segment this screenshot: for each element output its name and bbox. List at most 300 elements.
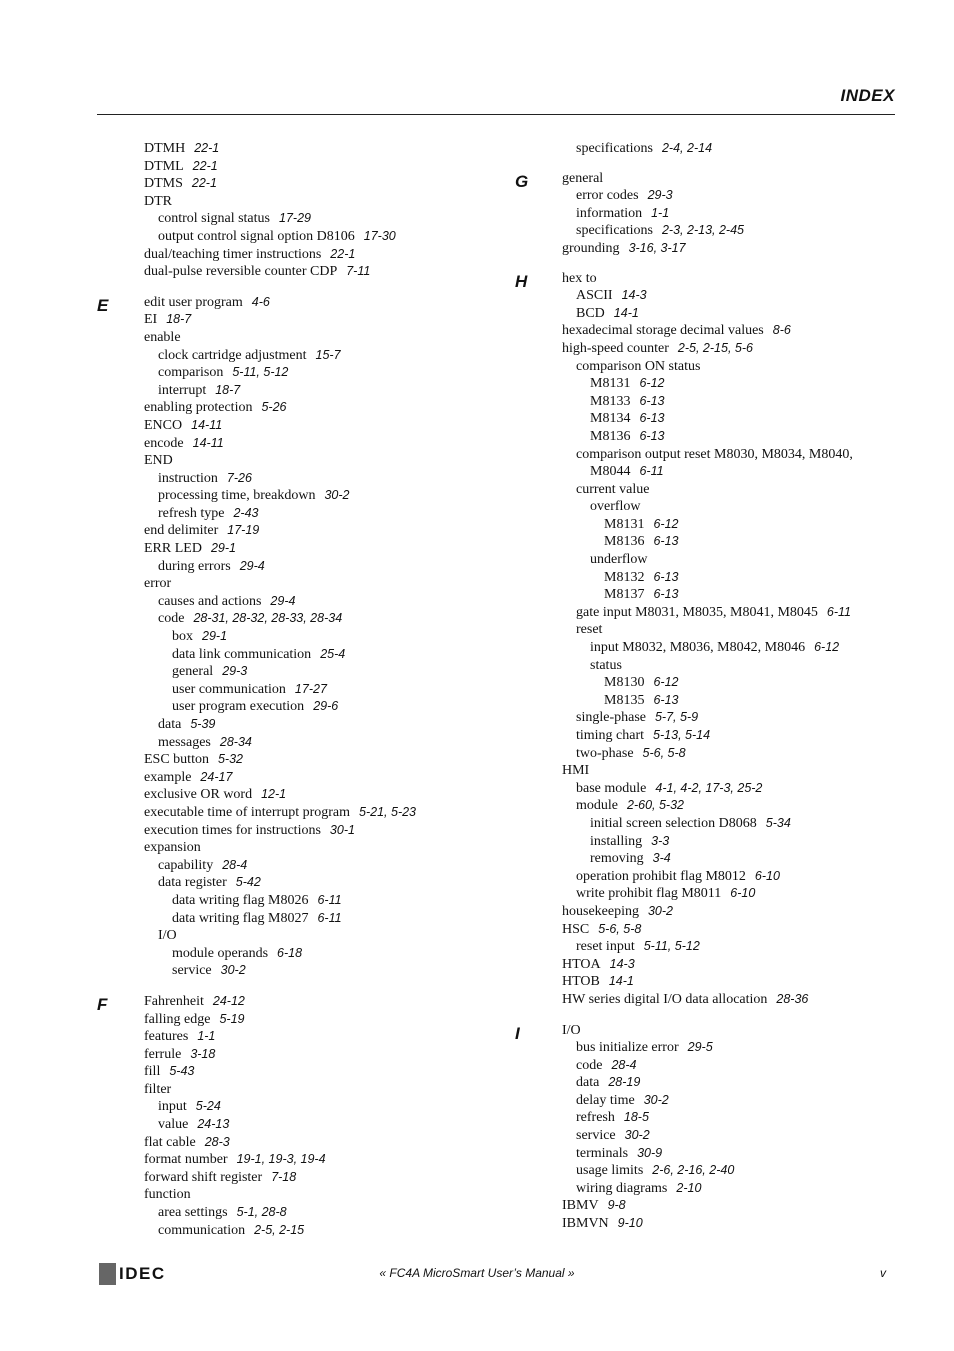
index-section: [515, 170, 905, 258]
entry-page-ref[interactable]: 5-19: [219, 1011, 245, 1026]
entry-page-ref[interactable]: 30-2: [220, 963, 246, 978]
entry-page-ref[interactable]: 6-13: [653, 569, 679, 584]
section-letter: F: [97, 994, 108, 1014]
index-entry: [515, 692, 905, 710]
entry-page-ref[interactable]: 4-1, 4-2, 17-3, 25-2: [655, 780, 763, 795]
index-entry: [515, 1039, 905, 1057]
entry-term: ferrule: [144, 1046, 182, 1062]
entry-term: fill: [144, 1064, 161, 1080]
index-entry: [97, 993, 507, 1011]
entry-page-ref[interactable]: 24-17: [200, 769, 233, 784]
index-entry: [515, 621, 905, 639]
entry-page-ref[interactable]: 8-6: [772, 323, 791, 338]
index-entry: [97, 399, 507, 417]
index-entry: [97, 593, 507, 611]
entry-term: input: [158, 1099, 187, 1115]
entry-page-ref[interactable]: 6-13: [653, 534, 679, 549]
entry-page-ref[interactable]: 28-31, 28-32, 28-33, 28-34: [193, 611, 343, 626]
entry-term: M8136: [604, 534, 645, 550]
entry-term: ASCII: [576, 288, 613, 304]
entry-term: flat cable: [144, 1134, 196, 1150]
index-entry: [515, 287, 905, 305]
entry-term: M8135: [604, 692, 645, 708]
entry-page-ref[interactable]: 7-26: [226, 470, 252, 485]
entry-page-ref[interactable]: 14-11: [191, 417, 223, 432]
entry-page-ref[interactable]: 5-32: [217, 752, 243, 767]
entry-term: M8134: [590, 411, 631, 427]
entry-page-ref[interactable]: 5-24: [195, 1099, 221, 1114]
entry-page-ref[interactable]: 30-2: [324, 488, 350, 503]
index-entry: [97, 294, 507, 312]
entry-page-ref[interactable]: 28-4: [611, 1057, 637, 1072]
entry-page-ref[interactable]: 15-7: [315, 347, 341, 362]
index-entry: [515, 1074, 905, 1092]
index-entry: [97, 540, 507, 558]
index-entry: [97, 1098, 507, 1116]
entry-term: HMI: [562, 763, 590, 779]
entry-page-ref[interactable]: 28-36: [776, 991, 809, 1006]
index-entry: [515, 222, 905, 240]
entry-term: comparison: [158, 365, 224, 381]
entry-term: grounding: [562, 240, 620, 256]
entry-term: data writing flag M8026: [172, 892, 309, 908]
entry-page-ref[interactable]: 25-4: [320, 646, 346, 661]
entry-term: area settings: [158, 1205, 228, 1221]
index-section: [515, 1022, 905, 1233]
index-entry: [97, 1151, 507, 1169]
header-rule: [97, 114, 895, 115]
entry-term: enabling protection: [144, 400, 253, 416]
entry-term: control signal status: [158, 211, 270, 227]
entry-term: M8131: [604, 516, 645, 532]
entry-term: delay time: [576, 1092, 635, 1108]
entry-term: underflow: [590, 552, 648, 568]
index-entry: [515, 1162, 905, 1180]
entry-page-ref[interactable]: 2-6, 2-16, 2-40: [652, 1163, 735, 1178]
entry-page-ref[interactable]: 5-34: [765, 815, 791, 830]
entry-term: forward shift register: [144, 1169, 263, 1185]
entry-term: format number: [144, 1152, 228, 1168]
entry-term: write prohibit flag M8011: [576, 886, 722, 902]
entry-page-ref[interactable]: 28-34: [219, 734, 252, 749]
entry-page-ref[interactable]: 14-3: [621, 288, 647, 303]
index-entry: [97, 962, 507, 980]
entry-page-ref[interactable]: 5-7, 5-9: [654, 710, 699, 725]
entry-page-ref[interactable]: 12-1: [261, 787, 287, 802]
index-entry: [97, 786, 507, 804]
index-entry: [97, 927, 507, 945]
index-entry: [515, 727, 905, 745]
index-entry: [515, 305, 905, 323]
entry-page-ref[interactable]: 5-21, 5-23: [359, 804, 417, 819]
entry-term: refresh type: [158, 505, 225, 521]
index-entry: [97, 470, 507, 488]
index-entry: [97, 435, 507, 453]
entry-page-ref[interactable]: 5-13, 5-14: [653, 728, 711, 742]
index-entry: [97, 716, 507, 734]
index-entry: [515, 938, 905, 956]
index-section: [97, 140, 507, 281]
entry-term: ERR LED: [144, 541, 202, 557]
entry-term: HSC: [562, 921, 590, 937]
entry-term: ENCO: [144, 417, 183, 433]
entry-term: error codes: [576, 188, 639, 204]
entry-term: terminals: [576, 1145, 629, 1161]
entry-term: messages: [158, 734, 211, 750]
entry-term: example: [144, 769, 192, 785]
entry-page-ref[interactable]: 6-13: [639, 411, 665, 426]
entry-page-ref[interactable]: 29-6: [313, 699, 339, 714]
entry-term: comparison output reset M8030, M8034, M8040,: [576, 446, 853, 462]
entry-page-ref[interactable]: 30-1: [329, 822, 355, 837]
entry-term: encode: [144, 435, 184, 451]
entry-page-ref[interactable]: 18-7: [166, 312, 192, 327]
entry-term: hexadecimal storage decimal values: [562, 323, 764, 339]
entry-page-ref[interactable]: 29-3: [222, 664, 248, 679]
index-entry: [97, 804, 507, 822]
entry-term: exclusive OR word: [144, 787, 253, 803]
entry-page-ref[interactable]: 6-11: [317, 892, 342, 907]
entry-term: capability: [158, 857, 214, 873]
index-entry: [97, 681, 507, 699]
entry-term: high-speed counter: [562, 340, 669, 356]
index-entry: [515, 140, 905, 158]
entry-term: user program execution: [172, 699, 305, 715]
index-column-left: [97, 140, 507, 1239]
entry-term: dual/teaching timer instructions: [144, 246, 322, 262]
entry-page-ref[interactable]: 24-12: [212, 993, 245, 1008]
entry-page-ref[interactable]: 3-4: [652, 851, 671, 866]
entry-page-ref[interactable]: 6-12: [653, 516, 679, 531]
entry-term: processing time, breakdown: [158, 488, 316, 504]
entry-page-ref[interactable]: 18-7: [215, 382, 241, 397]
index-entry: [97, 452, 507, 470]
index-entry: [515, 1127, 905, 1145]
index-entry: [97, 487, 507, 505]
entry-page-ref[interactable]: 2-5, 2-15, 5-6: [677, 340, 753, 355]
entry-term: EI: [144, 312, 158, 328]
entry-term: DTR: [144, 193, 172, 209]
index-entry: [97, 1134, 507, 1152]
entry-term: reset input: [576, 939, 635, 955]
entry-term: features: [144, 1029, 189, 1045]
entry-term: data link communication: [172, 646, 312, 662]
entry-page-ref[interactable]: 9-8: [607, 1198, 626, 1213]
entry-term: HTOA: [562, 956, 601, 972]
entry-page-ref[interactable]: 7-18: [271, 1169, 297, 1184]
entry-term: HTOB: [562, 974, 600, 990]
entry-page-ref[interactable]: 29-1: [210, 541, 236, 556]
entry-page-ref[interactable]: 2-43: [233, 505, 259, 520]
index-entry: [515, 569, 905, 587]
page-title: INDEX: [840, 86, 895, 105]
entry-page-ref[interactable]: 29-4: [270, 593, 296, 608]
entry-page-ref[interactable]: 29-5: [687, 1040, 713, 1055]
entry-term: module operands: [172, 945, 269, 961]
entry-term: removing: [590, 851, 644, 867]
index-entry: [515, 674, 905, 692]
index-entry: [515, 516, 905, 534]
entry-term: current value: [576, 481, 650, 497]
index-entry: [97, 874, 507, 892]
entry-page-ref[interactable]: 24-13: [197, 1117, 230, 1132]
entry-term: M8130: [604, 675, 645, 691]
index-entry: [515, 815, 905, 833]
entry-term: output control signal option D8106: [158, 228, 355, 244]
entry-page-ref[interactable]: 30-2: [643, 1092, 669, 1107]
index-entry: [515, 240, 905, 258]
index-entry: [515, 1197, 905, 1215]
index-entry: [515, 973, 905, 991]
entry-term: hex to: [562, 270, 597, 286]
entry-page-ref[interactable]: 6-10: [730, 886, 756, 901]
index-entry: [97, 892, 507, 910]
entry-page-ref[interactable]: 5-6, 5-8: [642, 745, 686, 760]
entry-page-ref[interactable]: 6-11: [639, 464, 664, 479]
entry-page-ref[interactable]: 2-3, 2-13, 2-45: [661, 223, 744, 238]
entry-page-ref[interactable]: 28-19: [608, 1075, 641, 1090]
entry-page-ref[interactable]: 5-26: [261, 400, 287, 415]
index-entry: [97, 1222, 507, 1240]
index-entry: [97, 193, 507, 211]
entry-term: timing chart: [576, 728, 645, 743]
index-entry: [515, 446, 905, 464]
entry-page-ref[interactable]: 6-13: [653, 587, 679, 602]
entry-term: specifications: [576, 223, 653, 239]
index-entry: [97, 1028, 507, 1046]
manual-title: « FC4A MicroSmart User’s Manual »: [379, 1266, 575, 1280]
entry-page-ref[interactable]: 30-2: [647, 903, 674, 918]
entry-term: Fahrenheit: [144, 993, 204, 1009]
entry-term: code: [576, 1057, 603, 1073]
index-section: [97, 993, 507, 1239]
entry-page-ref[interactable]: 3-18: [190, 1046, 216, 1061]
index-entry: [515, 270, 905, 288]
index-entry: [515, 850, 905, 868]
entry-page-ref[interactable]: 22-1: [191, 176, 217, 191]
entry-term: M8044: [590, 464, 631, 480]
entry-term: communication: [158, 1222, 246, 1238]
entry-page-ref[interactable]: 5-42: [235, 875, 261, 890]
entry-page-ref[interactable]: 17-29: [279, 211, 311, 226]
entry-page-ref[interactable]: 4-6: [251, 294, 270, 309]
index-entry: [515, 745, 905, 763]
entry-term: DTML: [144, 158, 184, 174]
index-entry: [515, 205, 905, 223]
index-entry: [515, 533, 905, 551]
entry-term: data: [576, 1075, 600, 1091]
index-entry: [515, 586, 905, 604]
entry-term: housekeeping: [562, 903, 639, 919]
entry-term: data writing flag M8027: [172, 910, 309, 926]
index-entry: [97, 246, 507, 264]
entry-term: wiring diagrams: [576, 1180, 668, 1196]
index-entry: [97, 1081, 507, 1099]
entry-term: falling edge: [144, 1011, 211, 1027]
entry-term: execution times for instructions: [144, 822, 321, 838]
index-entry: [97, 228, 507, 246]
entry-page-ref[interactable]: 2-60, 5-32: [627, 798, 684, 813]
entry-term: clock cartridge adjustment: [158, 347, 307, 363]
entry-page-ref[interactable]: 6-13: [639, 428, 665, 443]
entry-page-ref[interactable]: 5-6, 5-8: [598, 921, 642, 936]
entry-term: M8137: [604, 587, 645, 603]
index-entry: [97, 1046, 507, 1064]
index-entry: [97, 417, 507, 435]
entry-page-ref[interactable]: 5-11, 5-12: [232, 365, 289, 380]
index-entry: [97, 663, 507, 681]
entry-term: M8136: [590, 428, 631, 444]
entry-page-ref[interactable]: 6-12: [653, 675, 679, 690]
index-entry: [97, 839, 507, 857]
entry-page-ref[interactable]: 14-1: [613, 305, 639, 320]
index-entry: [97, 263, 507, 281]
index-entry: [515, 604, 905, 622]
entry-term: input M8032, M8036, M8042, M8046: [590, 640, 806, 656]
entry-page-ref[interactable]: 30-2: [624, 1128, 650, 1143]
logo-text: IDEC: [119, 1264, 166, 1283]
entry-term: data register: [158, 875, 227, 891]
index-entry: [515, 956, 905, 974]
entry-page-ref[interactable]: 3-3: [651, 833, 670, 848]
index-entry: [515, 762, 905, 780]
entry-page-ref[interactable]: 5-1, 28-8: [236, 1205, 287, 1220]
entry-page-ref[interactable]: 6-10: [754, 868, 780, 883]
entry-page-ref[interactable]: 9-10: [617, 1216, 643, 1231]
entry-term: user communication: [172, 681, 286, 697]
index-section: [97, 294, 507, 980]
entry-page-ref[interactable]: 30-9: [637, 1145, 663, 1160]
entry-term: specifications: [576, 141, 653, 156]
entry-term: two-phase: [576, 745, 634, 761]
index-entry: [97, 347, 507, 365]
index-entry: [97, 140, 507, 158]
index-entry: [97, 628, 507, 646]
index-entry: [97, 158, 507, 176]
entry-page-ref[interactable]: 2-10: [676, 1180, 702, 1195]
entry-term: error: [144, 576, 172, 592]
index-entry: [97, 910, 507, 928]
entry-page-ref[interactable]: 28-3: [204, 1134, 230, 1149]
entry-page-ref[interactable]: 6-11: [826, 604, 851, 619]
entry-page-ref[interactable]: 22-1: [192, 158, 218, 173]
entry-term: DTMH: [144, 141, 186, 156]
index-entry: [515, 709, 905, 727]
entry-page-ref[interactable]: 19-1, 19-3, 19-4: [236, 1152, 326, 1167]
entry-term: IBMVN: [562, 1216, 609, 1232]
entry-page-ref[interactable]: 17-19: [227, 523, 260, 538]
entry-term: box: [172, 629, 193, 645]
entry-page-ref[interactable]: 22-1: [194, 141, 220, 155]
entry-page-ref[interactable]: 22-1: [330, 246, 356, 261]
entry-term: causes and actions: [158, 593, 262, 609]
index-entry: [515, 639, 905, 657]
entry-page-ref[interactable]: 17-27: [294, 681, 327, 696]
entry-page-ref[interactable]: 1-1: [651, 205, 670, 220]
index-entry: [515, 498, 905, 516]
entry-page-ref[interactable]: 6-12: [814, 640, 840, 655]
entry-page-ref[interactable]: 6-12: [639, 376, 665, 391]
index-entry: [515, 1215, 905, 1233]
index-entry: [97, 1169, 507, 1187]
entry-page-ref[interactable]: 6-13: [639, 393, 665, 408]
index-entry: [515, 358, 905, 376]
entry-page-ref[interactable]: 3-16, 3-17: [628, 240, 686, 255]
entry-page-ref[interactable]: 28-4: [222, 857, 248, 872]
entry-term: M8131: [590, 376, 631, 392]
entry-term: reset: [576, 622, 603, 638]
entry-term: data: [158, 717, 182, 732]
entry-page-ref[interactable]: 17-30: [363, 228, 396, 243]
entry-page-ref[interactable]: 29-1: [202, 629, 228, 644]
entry-term: enable: [144, 329, 181, 345]
entry-page-ref[interactable]: 29-3: [647, 188, 673, 203]
index-entry: [515, 991, 905, 1009]
index-entry: [97, 945, 507, 963]
index-entry: [515, 322, 905, 340]
entry-page-ref[interactable]: 1-1: [197, 1029, 216, 1044]
entry-page-ref[interactable]: 14-1: [608, 974, 634, 989]
entry-term: base module: [576, 780, 647, 796]
index-entry: [97, 175, 507, 193]
entry-term: M8133: [590, 393, 631, 409]
entry-term: end delimiter: [144, 523, 219, 539]
entry-page-ref[interactable]: 2-5, 2-15: [254, 1222, 305, 1237]
index-entry: [515, 1145, 905, 1163]
index-entry: [97, 698, 507, 716]
index-entry: [97, 857, 507, 875]
entry-term: ESC button: [144, 752, 209, 768]
index-entry: [515, 921, 905, 939]
entry-page-ref[interactable]: 5-43: [169, 1064, 195, 1079]
section-letter: H: [515, 271, 528, 291]
entry-page-ref[interactable]: 29-4: [239, 558, 265, 573]
entry-term: general: [172, 664, 214, 680]
entry-page-ref[interactable]: 14-11: [192, 435, 224, 450]
entry-page-ref[interactable]: 5-11, 5-12: [643, 939, 700, 954]
entry-page-ref[interactable]: 6-18: [277, 945, 303, 960]
index-section: [515, 140, 905, 158]
index-entry: [515, 903, 905, 921]
index-entry: [97, 734, 507, 752]
entry-term: function: [144, 1187, 191, 1203]
index-entry: [515, 1109, 905, 1127]
index-entry: [515, 375, 905, 393]
entry-page-ref[interactable]: 2-4, 2-14: [661, 141, 713, 155]
index-entry: [515, 170, 905, 188]
index-entry: [97, 1116, 507, 1134]
entry-term: M8132: [604, 569, 645, 585]
index-section: [515, 270, 905, 1009]
entry-term: overflow: [590, 499, 641, 515]
entry-page-ref[interactable]: 6-13: [653, 692, 679, 707]
entry-page-ref[interactable]: 18-5: [623, 1110, 649, 1125]
entry-page-ref[interactable]: 6-11: [317, 910, 342, 925]
entry-term: single-phase: [576, 710, 646, 726]
index-entry: [515, 797, 905, 815]
index-entry: [97, 751, 507, 769]
entry-page-ref[interactable]: 5-39: [190, 717, 216, 731]
index-entry: [515, 481, 905, 499]
entry-term: interrupt: [158, 382, 207, 398]
index-entry: [515, 1092, 905, 1110]
entry-term: general: [562, 170, 604, 186]
index-entry: [97, 1063, 507, 1081]
entry-page-ref[interactable]: 14-3: [609, 956, 635, 971]
entry-page-ref[interactable]: 7-11: [346, 264, 371, 279]
index-entry: [97, 646, 507, 664]
index-entry: [515, 780, 905, 798]
